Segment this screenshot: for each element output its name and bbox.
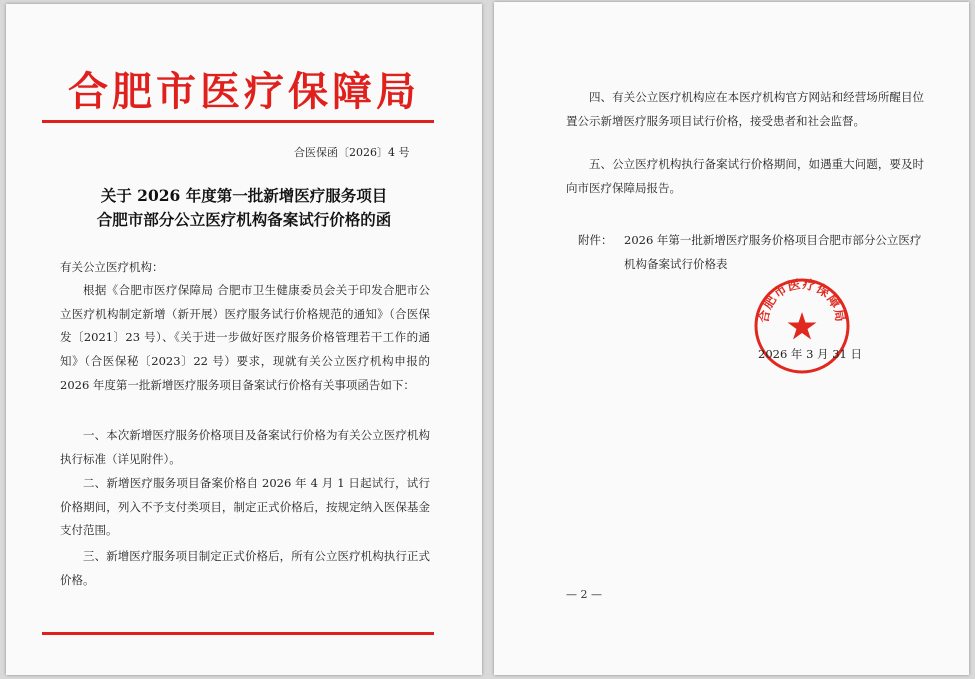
- body-item-5: 五、公立医疗机构执行备案试行价格期间，如遇重大问题，要及时向市医疗保障局报告。: [566, 157, 924, 195]
- body-item-2: 二、新增医疗服务项目备案价格自 2026 年 4 月 1 日起试行，试行价格期间，列入不予支付类项目，制定正式价格后，按规定纳入医保基金支付范围。: [60, 476, 430, 538]
- document-title: [6, 184, 482, 232]
- attachment-block: [578, 229, 926, 276]
- page-number: — 2 —: [566, 588, 602, 601]
- footer-rule: [42, 632, 434, 635]
- agency-header: 合肥市医疗保障局: [68, 68, 420, 115]
- body-item-4: 四、有关公立医疗机构应在本医疗机构官方网站和经营场所醒目位置公示新增医疗服务项目试行价格，接受患者和社会监督。: [566, 90, 924, 128]
- attachment-text: 2026 年第一批新增医疗服务价格项目合肥市部分公立医疗机构备案试行价格表: [624, 233, 922, 271]
- svg-text:合肥市医疗保障局: 合肥市医疗保障局: [755, 276, 849, 324]
- body-item-3: 三、新增医疗服务项目制定正式价格后，所有公立医疗机构执行正式价格。: [60, 549, 430, 587]
- issue-date: 2026 年 3 月 31 日: [758, 347, 862, 361]
- attachment-label: 附件：: [578, 233, 613, 247]
- body-paragraph-basis: 根据《合肥市医疗保障局 合肥市卫生健康委员会关于印发合肥市公立医疗机构制定新增（新开展）医疗服务试行价格规范的通知》（合医保发〔2021〕23 号）、《关于进一步做好医疗服务价格管理若干工作的通知》（合医保秘〔2023〕22 号）要求，现就有关公立医疗机构申报的 2026 年度第一批新增医疗服务项目备案试行价格有关事项函告如下：: [60, 283, 430, 392]
- header-rule: [42, 120, 434, 123]
- salutation: 有关公立医疗机构：: [60, 260, 164, 274]
- title-line-2: 合肥市部分公立医疗机构备案试行价格的函: [96, 210, 392, 229]
- title-line-1: 关于 2026 年度第一批新增医疗服务项目: [100, 186, 388, 205]
- body-item-1: 一、本次新增医疗服务价格项目及备案试行价格为有关公立医疗机构执行标准（详见附件）。: [60, 428, 430, 466]
- document-number: 合医保函〔2026〕4 号: [294, 146, 410, 159]
